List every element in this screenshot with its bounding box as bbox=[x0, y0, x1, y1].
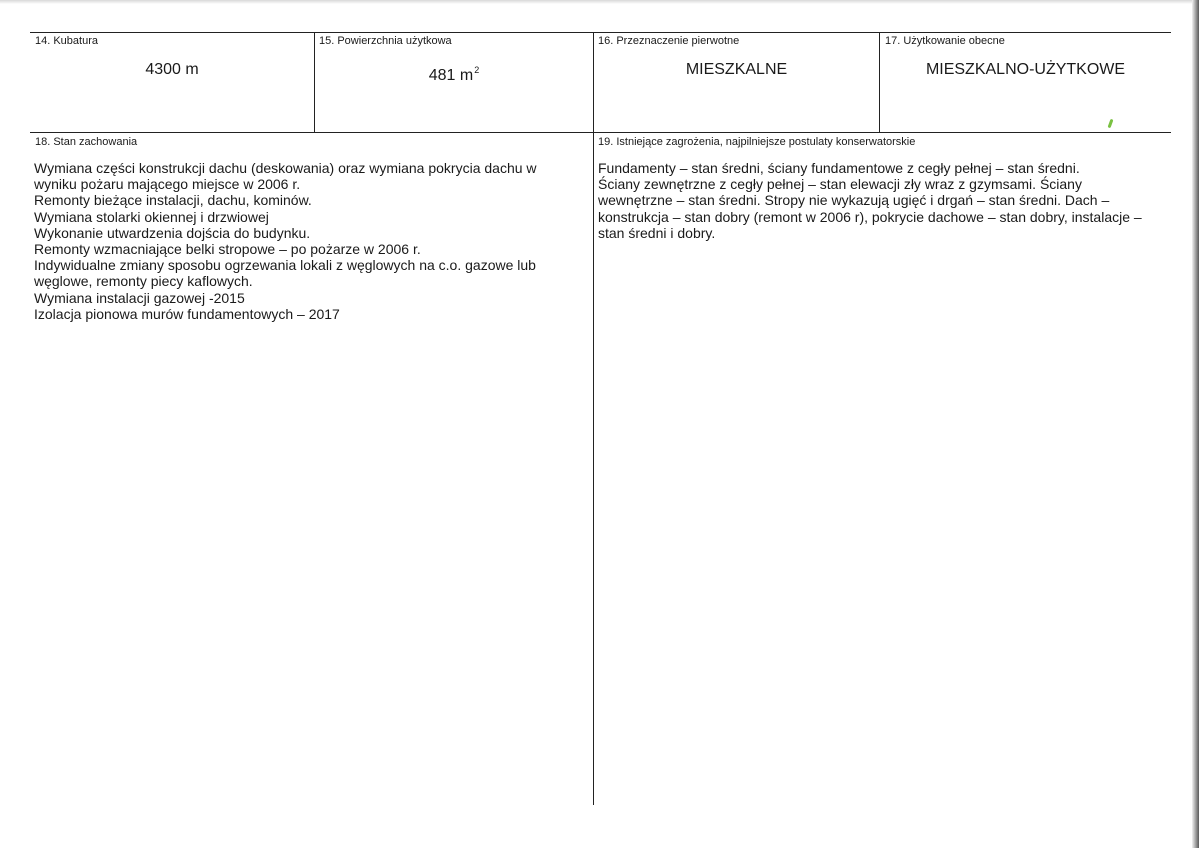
scan-ink-mark bbox=[1108, 119, 1114, 128]
text-line: Izolacja pionowa murów fundamentowych – 2017 bbox=[34, 305, 340, 322]
table-top-border bbox=[30, 32, 1171, 33]
zagrozenia-text bbox=[598, 160, 1142, 241]
text-line: Remonty wzmacniające belki stropowe – po pożarze w 2006 r. bbox=[34, 241, 421, 258]
kubatura-value: 4300 m bbox=[145, 61, 199, 78]
powierzchnia-unit-exponent: 2 bbox=[474, 65, 480, 75]
column-divider-3 bbox=[879, 32, 880, 132]
powierzchnia-value bbox=[315, 60, 593, 86]
text-line: węglowe, remonty piecy kaflowych. bbox=[34, 273, 253, 290]
text-line: stan średni i dobry. bbox=[598, 224, 716, 241]
powierzchnia-label: 15. Powierzchnia użytkowa bbox=[319, 35, 452, 47]
text-line: Wymiana części konstrukcji dachu (deskowania) oraz wymiana pokrycia dachu w bbox=[34, 160, 537, 176]
zagrozenia-label: 19. Istniejące zagrożenia, najpilniejsze postulaty konserwatorskie bbox=[598, 136, 916, 148]
przeznaczenie-value: MIESZKALNE bbox=[685, 61, 788, 78]
uzytkowanie-label: 17. Użytkowanie obecne bbox=[885, 35, 1005, 47]
text-line: Wymiana instalacji gazowej -2015 bbox=[34, 289, 245, 306]
przeznaczenie-label: 16. Przeznaczenie pierwotne bbox=[598, 35, 740, 47]
scan-right-edge bbox=[1192, 0, 1199, 848]
stan-zachowania-label: 18. Stan zachowania bbox=[35, 136, 138, 148]
text-line: Ściany zewnętrzne z cegły pełnej – stan elewacji zły wraz z gzymsami. Ściany bbox=[598, 176, 1082, 193]
scan-top-edge bbox=[0, 0, 1199, 4]
column-divider-center bbox=[593, 32, 594, 805]
row-divider bbox=[30, 132, 1171, 133]
text-line: Wymiana stolarki okiennej i drzwiowej bbox=[34, 208, 269, 225]
uzytkowanie-value: MIESZKALNO-UŻYTKOWE bbox=[925, 61, 1126, 78]
text-line: Indywidualne zmiany sposobu ogrzewania lokali z węglowych na c.o. gazowe lub bbox=[34, 257, 536, 274]
text-line: Wykonanie utwardzenia dojścia do budynku. bbox=[34, 224, 311, 241]
text-line: konstrukcja – stan dobry (remont w 2006 r), pokrycie dachowe – stan dobry, instalacje – bbox=[598, 208, 1142, 225]
text-line: wyniku pożaru mającego miejsce w 2006 r. bbox=[34, 176, 301, 193]
text-line: Fundamenty – stan średni, ściany fundamentowe z cegły pełnej – stan średni. bbox=[598, 160, 1080, 176]
stan-zachowania-text bbox=[34, 160, 537, 322]
powierzchnia-number: 481 m bbox=[428, 67, 474, 84]
text-line: wewnętrzne – stan średni. Stropy nie wykazują ugięć i drgań – stan średni. Dach – bbox=[598, 192, 1110, 209]
text-line: Remonty bieżące instalacji, dachu, kominów. bbox=[34, 192, 312, 209]
kubatura-label: 14. Kubatura bbox=[35, 35, 98, 47]
